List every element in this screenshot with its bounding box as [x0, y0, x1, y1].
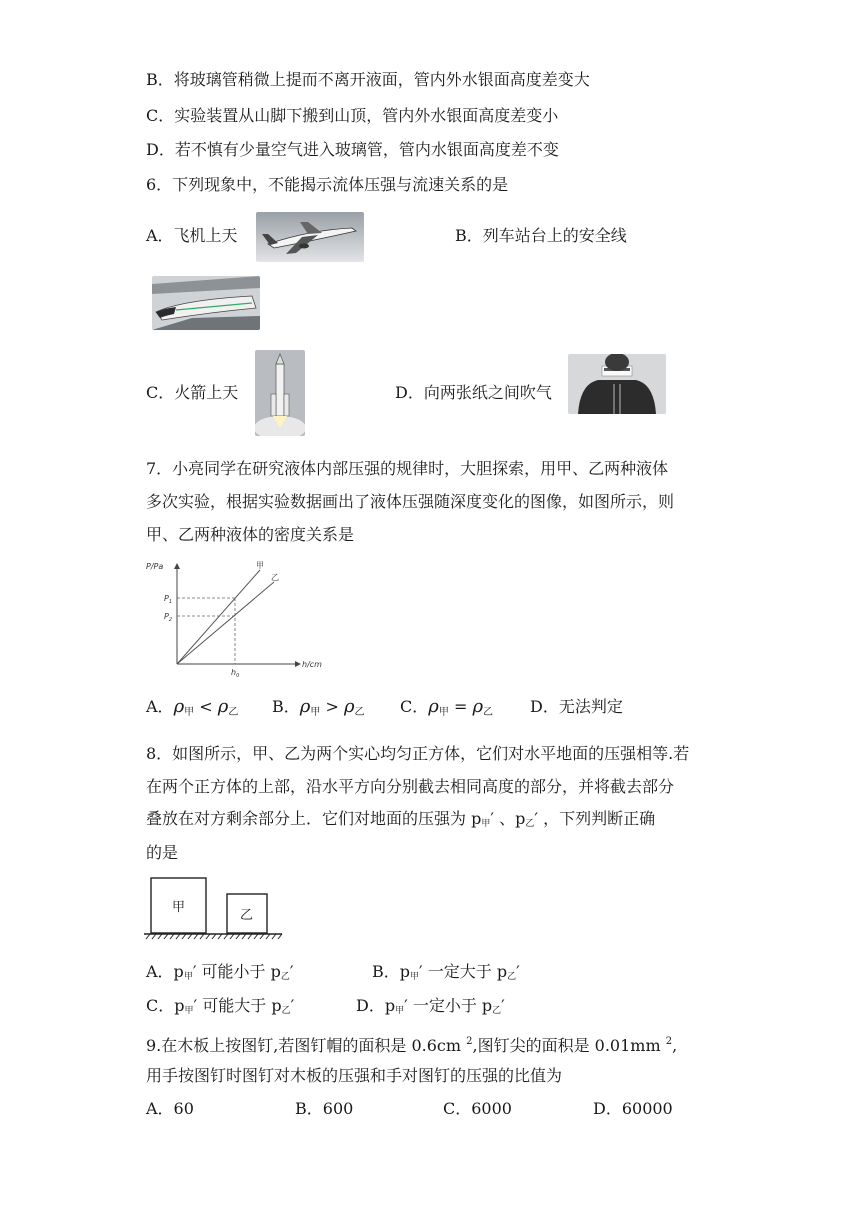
graph-line-yi-label: 乙: [271, 573, 279, 582]
q8-stem-line2: 在两个正方体的上部，沿水平方向分别截去相同高度的部分，并将截去部分: [146, 777, 675, 796]
cubes-figure: [142, 874, 284, 940]
rocket-image: [255, 350, 305, 436]
q9-option-c: C．6000: [443, 1099, 512, 1118]
q5-option-b: B．将玻璃管稍微上提而不离开液面，管内外水银面高度差变大: [146, 70, 590, 89]
q8-option-d: D．p甲′ 一定小于 p乙′: [356, 996, 505, 1016]
q7-stem-line2: 多次实验，根据实验数据画出了液体压强随深度变化的图像，如图所示，则: [146, 492, 675, 511]
q7-stem-line3: 甲、乙两种液体的密度关系是: [146, 525, 355, 544]
q6-option-b: B．列车站台上的安全线: [455, 226, 627, 245]
train-image: [152, 276, 260, 330]
q8-stem-line3: 叠放在对方剩余部分上．它们对地面的压强为 p甲′ 、p乙′ ，下列判断正确: [146, 809, 656, 829]
q5-option-c: C．实验装置从山脚下搬到山顶，管内外水银面高度差变小: [146, 106, 559, 125]
cube-yi-label: 乙: [240, 908, 254, 923]
q7-option-c: C．$\rho_甲 = \rho_乙$: [400, 696, 494, 718]
q6-stem: 6．下列现象中，不能揭示流体压强与流速关系的是: [146, 175, 509, 194]
q8-option-b: B．p甲′ 一定大于 p乙′: [372, 962, 520, 982]
q9-option-b: B．600: [295, 1099, 354, 1118]
q9-option-d: D．60000: [593, 1099, 673, 1118]
ground-hatching: [146, 934, 282, 939]
graph-y-label: P/Pa: [146, 562, 164, 571]
cube-jia-label: 甲: [172, 900, 186, 915]
q8-stem-line1: 8．如图所示，甲、乙为两个实心均匀正方体，它们对水平地面的压强相等.若: [146, 744, 690, 763]
graph-line-yi: [177, 582, 274, 664]
q6-option-a: A．飞机上天: [146, 226, 238, 245]
q8-option-a: A．p甲′ 可能小于 p乙′: [146, 962, 294, 982]
graph-line-jia: [177, 570, 260, 664]
q7-option-b: B．$\rho_甲 > \rho_乙$: [272, 696, 365, 718]
paper-blowing-image: [568, 354, 666, 414]
q7-option-a: A．$\rho_甲 < \rho_乙$: [146, 696, 239, 718]
q9-stem-line2: 用手按图钉时图钉对木板的压强和手对图钉的压强的比值为: [146, 1066, 563, 1085]
pressure-depth-graph: [140, 558, 340, 682]
q7-option-d: D．无法判定: [530, 697, 623, 716]
graph-p1-label: $P_1$: [164, 594, 173, 605]
q8-option-c: C．p甲′ 可能大于 p乙′: [146, 996, 295, 1016]
graph-x-label: h/cm: [302, 660, 322, 669]
q6-option-c: C．火箭上天: [146, 383, 239, 402]
graph-line-jia-label: 甲: [256, 561, 264, 570]
q6-option-d: D．向两张纸之间吹气: [395, 383, 552, 402]
q7-stem-line1: 7．小亮同学在研究液体内部压强的规律时，大胆探索，用甲、乙两种液体: [146, 459, 669, 478]
q5-option-d: D．若不慎有少量空气进入玻璃管，管内水银面高度差不变: [146, 140, 559, 159]
graph-p2-label: $P_2$: [164, 612, 173, 623]
q9-option-a: A．60: [146, 1099, 194, 1118]
q9-stem-line1: 9.在木板上按图钉,若图钉帽的面积是 0.6cm $^2$,图钉尖的面积是 0.01mm $^2$,: [146, 1036, 678, 1055]
airplane-image: [256, 212, 364, 262]
graph-h0-label: $h_0$: [231, 668, 240, 679]
q8-stem-line4: 的是: [146, 843, 179, 862]
